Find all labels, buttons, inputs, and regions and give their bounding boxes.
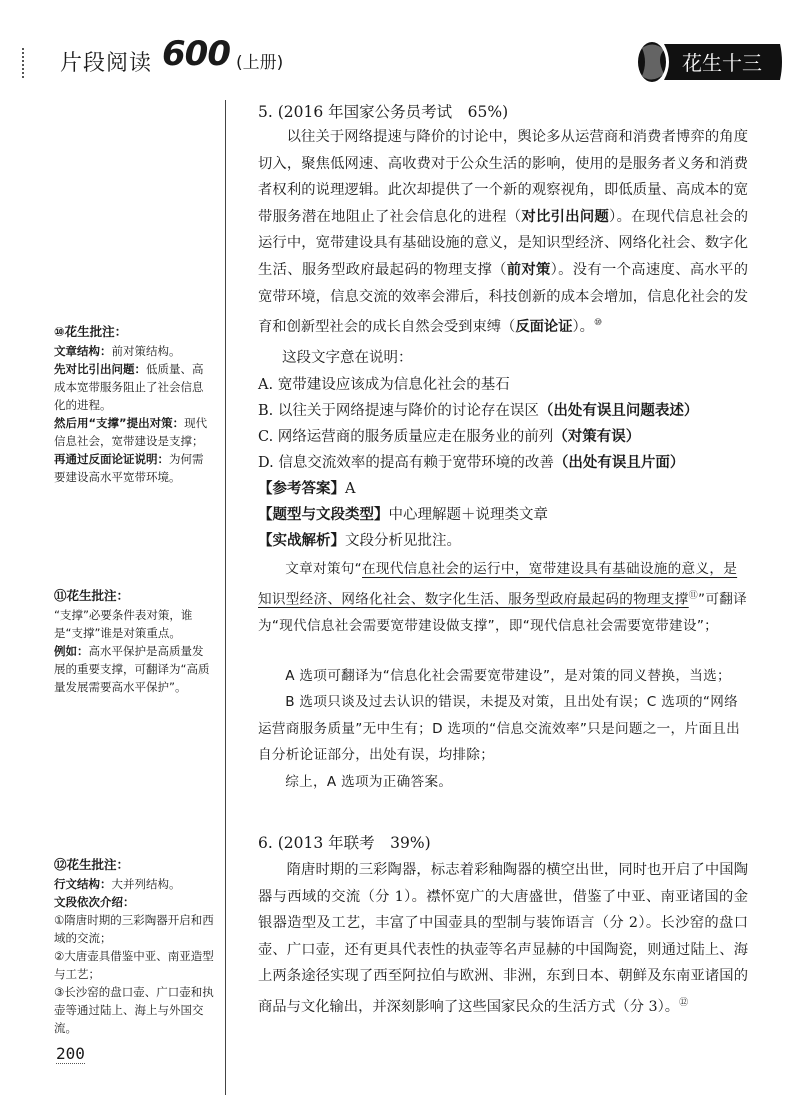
q6-title: 6. (2013 年联考 39%) bbox=[258, 834, 431, 852]
q5-answer: 【参考答案】A bbox=[258, 481, 356, 497]
q6-passage: 隋唐时期的三彩陶器，标志着彩釉陶器的横空出世，同时也开启了中国陶器与西域的交流（分 1）。襟怀宽广的大唐盛世，借鉴了中亚、南亚诸国的金银器造型及工艺，丰富了中国壶具的型制与装饰语言（分 2）。长沙窑的盘口壶、广口壶，还有更具代表性的执壶等名声显赫的中国陶瓷，则通过陆上、海上两条途径实现了西至阿拉伯与欧洲、非洲，东到日本、朝鲜及东南亚诸国的商品与文化输出，并深刻影响了这些国家民众的生活方式（分 3）。⑫ bbox=[258, 862, 748, 1015]
q5-title: 5. (2016 年国家公务员考试 65%) bbox=[258, 103, 509, 121]
side-note-12: ⑫花生批注： 行文结构：大并列结构。 文段依次介绍： ①隋唐时期的三彩陶器开启和西域的交流； ②大唐壶具借鉴中亚、南亚造型与工艺； ③长沙窑的盘口壶、广口壶和执壶等通过陆上、海上与外国交流。 bbox=[54, 857, 214, 1035]
q5-analysis-a: A 选项可翻译为“信息化社会需要宽带建设”，是对策的同义替换，当选； bbox=[285, 668, 731, 684]
book-volume: (上册) bbox=[236, 53, 284, 73]
footnote-11: ⑪ bbox=[688, 590, 699, 601]
side-note-10: ⑩花生批注： 文章结构：前对策结构。 先对比引出问题：低质量、高成本宽带服务阻止了社会信息化的进程。 然后用“支撑”提出对策：现代信息社会，宽带建设是支撑； 再通过反面论证说明：为何需要建设高水平宽带环境。 bbox=[54, 324, 208, 484]
q5-analysis-label: 【实战解析】文段分析见批注。 bbox=[258, 533, 461, 549]
header-dots bbox=[22, 48, 52, 78]
q5-option-c: C. 网络运营商的服务质量应走在服务业的前列（对策有误） bbox=[258, 429, 641, 445]
page-number: 200 bbox=[56, 1044, 85, 1063]
footnote-10: ⑩ bbox=[593, 318, 603, 329]
q5-passage: 以往关于网络提速与降价的讨论中，舆论多从运营商和消费者博弈的角度切入，聚焦低网速、高收费对于公众生活的影响，使用的是服务者义务和消费者权利的说理逻辑。此次却提供了一个新的观察视角，即低质量、高成本的宽带服务潜在地阻止了社会信息化的进程（对比引出问题）。在现代信息社会的运行中，宽带建设具有基础设施的意义，是知识型经济、网络化社会、数字化生活、服务型政府最起码的物理支撑（前对策）。没有一个高速度、高水平的宽带环境，信息交流的效率会滞后，科技创新的成本会增加，信息化社会的发育和创新型社会的成长自然会受到束缚（反面论证）。⑩ bbox=[258, 129, 749, 335]
q5-question-type: 【题型与文段类型】中心理解题＋说理类文章 bbox=[258, 507, 548, 523]
side-note-11: ⑪花生批注： “支撑”必要条件表对策，谁是“支撑”谁是对策重点。 例如：高水平保护是高质量发展的重要支撑，可翻译为“高质量发展需要高水平保护”。 bbox=[54, 588, 210, 694]
logo-text: 花生十三 bbox=[682, 51, 762, 75]
margin-divider bbox=[225, 100, 226, 1095]
q5-tag-strategy: 前对策 bbox=[506, 261, 551, 278]
book-number: 600 bbox=[162, 34, 230, 74]
footnote-12: ⑫ bbox=[679, 997, 689, 1008]
q5-tag-counter: 反面论证 bbox=[515, 318, 573, 335]
q5-analysis-bcd: B 选项只谈及过去认识的错误，未提及对策，且出处有误；C 选项的“网络运营商服务质量”无中生有；D 选项的“信息交流效率”只是问题之一，片面且出自分析论证部分，出处有误，均排除； bbox=[258, 694, 741, 763]
q5-option-a: A. 宽带建设应该成为信息化社会的基石 bbox=[258, 377, 510, 393]
brand-logo bbox=[634, 38, 784, 86]
q5-option-d: D. 信息交流效率的提高有赖于宽带环境的改善（出处有误且片面） bbox=[258, 455, 685, 471]
q5-tag-problem: 对比引出问题 bbox=[521, 208, 610, 225]
q5-option-b: B. 以往关于网络提速与降价的讨论存在误区（出处有误且问题表述） bbox=[258, 403, 699, 419]
q5-stem: 这段文字意在说明： bbox=[282, 350, 413, 366]
book-title: 片段阅读 bbox=[60, 51, 153, 76]
q5-analysis-conclusion: 综上，A 选项为正确答案。 bbox=[285, 774, 453, 790]
q5-analysis-strategy: 文章对策句“在现代信息社会的运行中，宽带建设具有基础设施的意义，是知识型经济、网络化社会、数字化生活、服务型政府最起码的物理支撑⑪”可翻译为“现代信息社会需要宽带建设做支撑”，即“现代信息社会需要宽带建设”； bbox=[258, 561, 748, 634]
page-header bbox=[22, 34, 782, 88]
q5-key-sentence: 在现代信息社会的运行中，宽带建设具有基础设施的意义，是知识型经济、网络化社会、数字化生活、服务型政府最起码的物理支撑 bbox=[258, 561, 738, 608]
